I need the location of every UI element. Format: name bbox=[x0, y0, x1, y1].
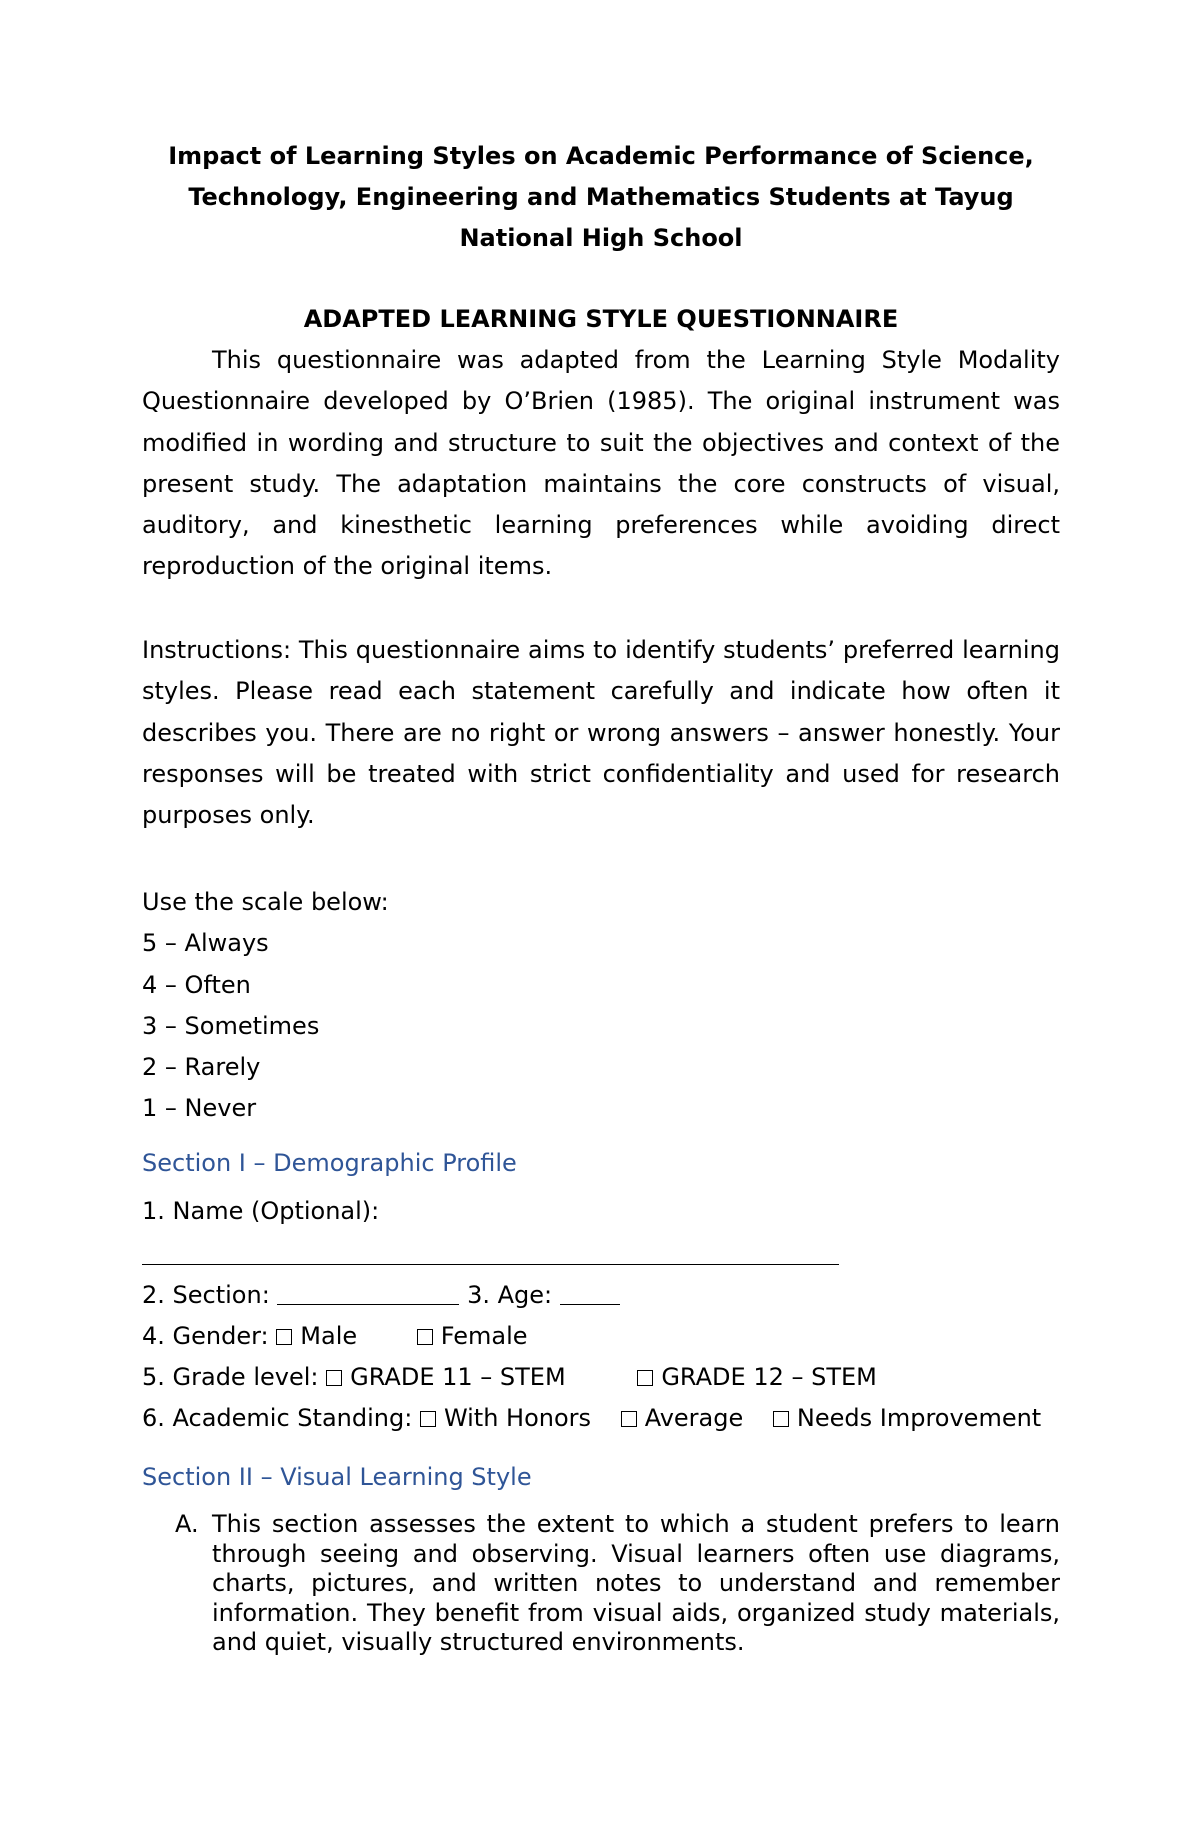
section-age-row bbox=[142, 1280, 620, 1310]
scale-item-2: 2 – Rarely bbox=[142, 1053, 261, 1082]
scale-item-3: 3 – Sometimes bbox=[142, 1011, 320, 1040]
checkbox-icon[interactable] bbox=[637, 1370, 653, 1386]
gender-row bbox=[142, 1321, 528, 1351]
name-label: 1. Name (Optional): bbox=[142, 1197, 380, 1225]
title-line-1: Impact of Learning Styles on Academic Performance of Science, bbox=[168, 142, 1034, 170]
standing-row bbox=[142, 1403, 1041, 1433]
age-label: 3. Age: bbox=[467, 1281, 553, 1309]
title-line-3: National High School bbox=[459, 224, 743, 252]
name-field[interactable] bbox=[142, 1264, 839, 1265]
grade-label: 5. Grade level: bbox=[142, 1363, 319, 1391]
instructions-paragraph: Instructions: This questionnaire aims to identify students’ preferred learning styles. Please read each statement carefully and indicate how often it describes you. There are no right or wrong answers – answer honestly. Your responses will be treated with strict confidentiality and used for research purposes only. bbox=[142, 636, 1060, 830]
checkbox-icon[interactable] bbox=[420, 1411, 436, 1427]
rating-scale bbox=[142, 882, 389, 1130]
standing-option-average[interactable]: Average bbox=[621, 1403, 744, 1433]
checkbox-icon[interactable] bbox=[276, 1329, 292, 1345]
checkbox-icon[interactable] bbox=[773, 1411, 789, 1427]
checkbox-icon[interactable] bbox=[417, 1329, 433, 1345]
standing-option-honors[interactable]: With Honors bbox=[420, 1403, 591, 1433]
section-2-heading: Section II – Visual Learning Style bbox=[142, 1463, 532, 1491]
scale-item-1: 1 – Never bbox=[142, 1094, 257, 1123]
checkbox-icon[interactable] bbox=[326, 1370, 342, 1386]
list-marker: A. bbox=[175, 1510, 199, 1538]
grade-option-12[interactable]: GRADE 12 – STEM bbox=[637, 1362, 877, 1392]
scale-item-5: 5 – Always bbox=[142, 929, 269, 958]
gender-option-male[interactable]: Male bbox=[276, 1321, 357, 1351]
title-line-2: Technology, Engineering and Mathematics Students at Tayug bbox=[188, 183, 1014, 211]
intro-paragraph: This questionnaire was adapted from the Learning Style Modality Questionnaire developed by O’Brien (1985). The original instrument was modified in wording and structure to suit the objectives and context of the present study. The adaptation maintains the core constructs of visual, auditory, and kinesthetic learning preferences while avoiding direct reproduction of the original items. bbox=[142, 346, 1060, 581]
scale-item-4: 4 – Often bbox=[142, 970, 251, 999]
checkbox-icon[interactable] bbox=[621, 1411, 637, 1427]
age-field[interactable] bbox=[560, 1280, 620, 1305]
questionnaire-title: ADAPTED LEARNING STYLE QUESTIONNAIRE bbox=[303, 305, 899, 333]
standing-label: 6. Academic Standing: bbox=[142, 1404, 413, 1432]
standing-option-needs-improvement[interactable]: Needs Improvement bbox=[773, 1403, 1041, 1433]
section-label: 2. Section: bbox=[142, 1281, 270, 1309]
document-title bbox=[142, 136, 1060, 259]
gender-option-female[interactable]: Female bbox=[417, 1321, 528, 1351]
scale-intro: Use the scale below: bbox=[142, 888, 389, 916]
section-field[interactable] bbox=[277, 1280, 459, 1305]
section-1-heading: Section I – Demographic Profile bbox=[142, 1149, 517, 1177]
gender-label: 4. Gender: bbox=[142, 1322, 269, 1350]
section-2-description: This section assesses the extent to which a student prefers to learn through seeing and observing. Visual learners often use diagrams, charts, pictures, and written notes to understand and remember information. They benefit from visual aids, organized study materials, and quiet, visually structured environments. bbox=[212, 1510, 1060, 1656]
grade-option-11[interactable]: GRADE 11 – STEM bbox=[326, 1362, 566, 1392]
grade-row bbox=[142, 1362, 877, 1392]
